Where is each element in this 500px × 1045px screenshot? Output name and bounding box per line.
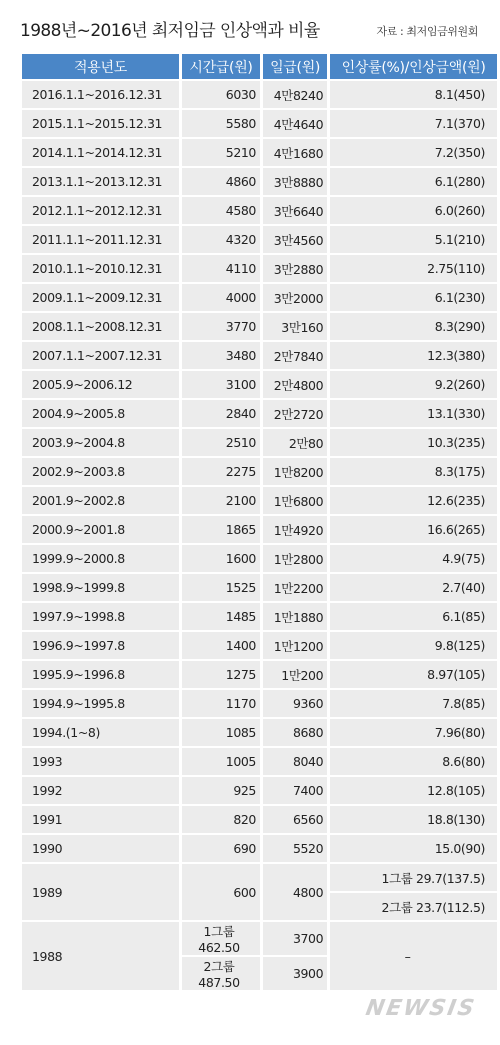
table-row <box>22 313 497 340</box>
table-row <box>22 400 497 427</box>
cell-rate: 16.6(265) <box>330 516 497 543</box>
cell-year: 2013.1.1~2013.12.31 <box>22 168 179 195</box>
cell-daily: 1만1880 <box>263 603 327 630</box>
table-row <box>22 777 497 804</box>
cell-hourly: 4860 <box>182 168 260 195</box>
cell-daily: 3만8880 <box>263 168 327 195</box>
cell-daily: 7400 <box>263 777 327 804</box>
cell-hourly: 2510 <box>182 429 260 456</box>
cell-daily: 1만2200 <box>263 574 327 601</box>
table-row <box>22 835 497 862</box>
cell-hourly: 5210 <box>182 139 260 166</box>
cell-rate: 5.1(210) <box>330 226 497 253</box>
cell-rate: 7.96(80) <box>330 719 497 746</box>
cell-year: 1990 <box>22 835 179 862</box>
cell-rate: 4.9(75) <box>330 545 497 572</box>
table-row <box>22 806 497 833</box>
table-row <box>22 255 497 282</box>
cell-rate: 8.3(290) <box>330 313 497 340</box>
cell-hourly: 3770 <box>182 313 260 340</box>
table-row <box>22 632 497 659</box>
cell-hourly: 925 <box>182 777 260 804</box>
cell-year: 1997.9~1998.8 <box>22 603 179 630</box>
table-row <box>22 139 497 166</box>
cell-daily: 1만2800 <box>263 545 327 572</box>
table-row <box>22 458 497 485</box>
table-row <box>22 661 497 688</box>
table-row <box>22 574 497 601</box>
cell-rate: 8.3(175) <box>330 458 497 485</box>
cell-daily: 9360 <box>263 690 327 717</box>
cell-year: 2002.9~2003.8 <box>22 458 179 485</box>
cell-daily: 3만2880 <box>263 255 327 282</box>
cell-rate: 15.0(90) <box>330 835 497 862</box>
cell-daily: 8680 <box>263 719 327 746</box>
table-row <box>22 545 497 572</box>
cell-daily: 2만4800 <box>263 371 327 398</box>
cell-hourly: 2100 <box>182 487 260 514</box>
cell-daily: 3만6640 <box>263 197 327 224</box>
cell-daily: 4만8240 <box>263 81 327 108</box>
cell-daily: 2만7840 <box>263 342 327 369</box>
cell-daily: 6560 <box>263 806 327 833</box>
cell-hourly: 3480 <box>182 342 260 369</box>
cell-year: 1992 <box>22 777 179 804</box>
cell-rate: 7.1(370) <box>330 110 497 137</box>
cell-hourly: 1600 <box>182 545 260 572</box>
header-rate: 인상률(%)/인상금액(원) <box>330 54 497 79</box>
cell-hourly: 690 <box>182 835 260 862</box>
cell-year: 1994.9~1995.8 <box>22 690 179 717</box>
cell-hourly: 1400 <box>182 632 260 659</box>
cell-hourly: 4000 <box>182 284 260 311</box>
table-row <box>22 226 497 253</box>
cell-daily: 1만8200 <box>263 458 327 485</box>
cell-rate: 6.0(260) <box>330 197 497 224</box>
table-row <box>22 748 497 775</box>
cell-hourly: 1485 <box>182 603 260 630</box>
cell-year: 2014.1.1~2014.12.31 <box>22 139 179 166</box>
header-hourly: 시간급(원) <box>182 54 260 79</box>
cell-rate: 12.8(105) <box>330 777 497 804</box>
table-row <box>22 429 497 456</box>
cell-rate: 6.1(230) <box>330 284 497 311</box>
table-row <box>22 110 497 137</box>
cell-year: 2003.9~2004.8 <box>22 429 179 456</box>
cell-daily: 8040 <box>263 748 327 775</box>
cell-year: 2011.1.1~2011.12.31 <box>22 226 179 253</box>
minimum-wage-table <box>19 52 500 992</box>
cell-rate: 10.3(235) <box>330 429 497 456</box>
cell-hourly: 6030 <box>182 81 260 108</box>
cell-hourly: 4320 <box>182 226 260 253</box>
cell-year: 2000.9~2001.8 <box>22 516 179 543</box>
cell-daily: 3만4560 <box>263 226 327 253</box>
cell-hourly: 600 <box>182 864 260 920</box>
cell-year: 1991 <box>22 806 179 833</box>
cell-year: 2010.1.1~2010.12.31 <box>22 255 179 282</box>
cell-daily: 3만2000 <box>263 284 327 311</box>
cell-rate: 2.75(110) <box>330 255 497 282</box>
cell-daily: 5520 <box>263 835 327 862</box>
cell-year: 2012.1.1~2012.12.31 <box>22 197 179 224</box>
cell-hourly: 5580 <box>182 110 260 137</box>
table-row <box>22 719 497 746</box>
cell-hourly: 1525 <box>182 574 260 601</box>
cell-daily: 2만80 <box>263 429 327 456</box>
cell-hourly-group1: 1그룹 462.50 <box>182 922 260 955</box>
cell-rate: 18.8(130) <box>330 806 497 833</box>
cell-daily: 1만4920 <box>263 516 327 543</box>
table-row <box>22 168 497 195</box>
cell-year: 2007.1.1~2007.12.31 <box>22 342 179 369</box>
cell-rate: 13.1(330) <box>330 400 497 427</box>
cell-hourly-group2: 2그룹 487.50 <box>182 957 260 990</box>
cell-year: 1996.9~1997.8 <box>22 632 179 659</box>
header-daily: 일급(원) <box>263 54 327 79</box>
cell-rate: – <box>330 922 497 990</box>
cell-year: 2005.9~2006.12 <box>22 371 179 398</box>
header-year: 적용년도 <box>22 54 179 79</box>
cell-year: 1998.9~1999.8 <box>22 574 179 601</box>
source-note: 자료 : 최저임금위원회 <box>376 25 478 38</box>
cell-daily: 1만6800 <box>263 487 327 514</box>
cell-hourly: 820 <box>182 806 260 833</box>
table-row <box>22 603 497 630</box>
cell-rate: 7.2(350) <box>330 139 497 166</box>
cell-hourly: 4110 <box>182 255 260 282</box>
cell-hourly: 1865 <box>182 516 260 543</box>
cell-daily: 1만1200 <box>263 632 327 659</box>
cell-year: 2009.1.1~2009.12.31 <box>22 284 179 311</box>
cell-rate: 12.3(380) <box>330 342 497 369</box>
table-row <box>22 516 497 543</box>
cell-year: 1995.9~1996.8 <box>22 661 179 688</box>
table-row-1989 <box>22 864 497 891</box>
cell-daily: 4만1680 <box>263 139 327 166</box>
cell-daily-group1: 3700 <box>263 922 327 955</box>
cell-year: 1988 <box>22 922 179 990</box>
cell-year: 1989 <box>22 864 179 920</box>
cell-rate: 2.7(40) <box>330 574 497 601</box>
cell-year: 2008.1.1~2008.12.31 <box>22 313 179 340</box>
table-row <box>22 371 497 398</box>
cell-daily: 1만200 <box>263 661 327 688</box>
cell-hourly: 2840 <box>182 400 260 427</box>
cell-hourly: 2275 <box>182 458 260 485</box>
cell-hourly: 1085 <box>182 719 260 746</box>
cell-rate-group1: 1그룹 29.7(137.5) <box>330 864 497 891</box>
cell-hourly: 1275 <box>182 661 260 688</box>
cell-daily: 4800 <box>263 864 327 920</box>
table-row <box>22 342 497 369</box>
cell-year: 2001.9~2002.8 <box>22 487 179 514</box>
cell-year: 2015.1.1~2015.12.31 <box>22 110 179 137</box>
table-row <box>22 81 497 108</box>
cell-hourly: 1005 <box>182 748 260 775</box>
cell-daily-group2: 3900 <box>263 957 327 990</box>
cell-year: 1993 <box>22 748 179 775</box>
cell-rate: 8.1(450) <box>330 81 497 108</box>
cell-daily: 2만2720 <box>263 400 327 427</box>
cell-year: 2016.1.1~2016.12.31 <box>22 81 179 108</box>
cell-rate: 8.97(105) <box>330 661 497 688</box>
cell-rate-group2: 2그룹 23.7(112.5) <box>330 893 497 920</box>
cell-year: 1994.(1~8) <box>22 719 179 746</box>
newsis-watermark: NEWSIS <box>364 996 479 1021</box>
table-row <box>22 690 497 717</box>
table-row <box>22 197 497 224</box>
table-row <box>22 487 497 514</box>
cell-daily: 3만160 <box>263 313 327 340</box>
cell-hourly: 1170 <box>182 690 260 717</box>
table-row-1988 <box>22 922 497 955</box>
cell-rate: 8.6(80) <box>330 748 497 775</box>
cell-rate: 9.2(260) <box>330 371 497 398</box>
cell-year: 2004.9~2005.8 <box>22 400 179 427</box>
cell-rate: 6.1(280) <box>330 168 497 195</box>
cell-rate: 12.6(235) <box>330 487 497 514</box>
cell-hourly: 3100 <box>182 371 260 398</box>
cell-year: 1999.9~2000.8 <box>22 545 179 572</box>
cell-hourly: 4580 <box>182 197 260 224</box>
cell-daily: 4만4640 <box>263 110 327 137</box>
cell-rate: 6.1(85) <box>330 603 497 630</box>
cell-rate: 7.8(85) <box>330 690 497 717</box>
page-title: 1988년~2016년 최저임금 인상액과 비율 <box>20 21 320 41</box>
header-row <box>22 54 497 79</box>
table-row <box>22 284 497 311</box>
cell-rate: 9.8(125) <box>330 632 497 659</box>
